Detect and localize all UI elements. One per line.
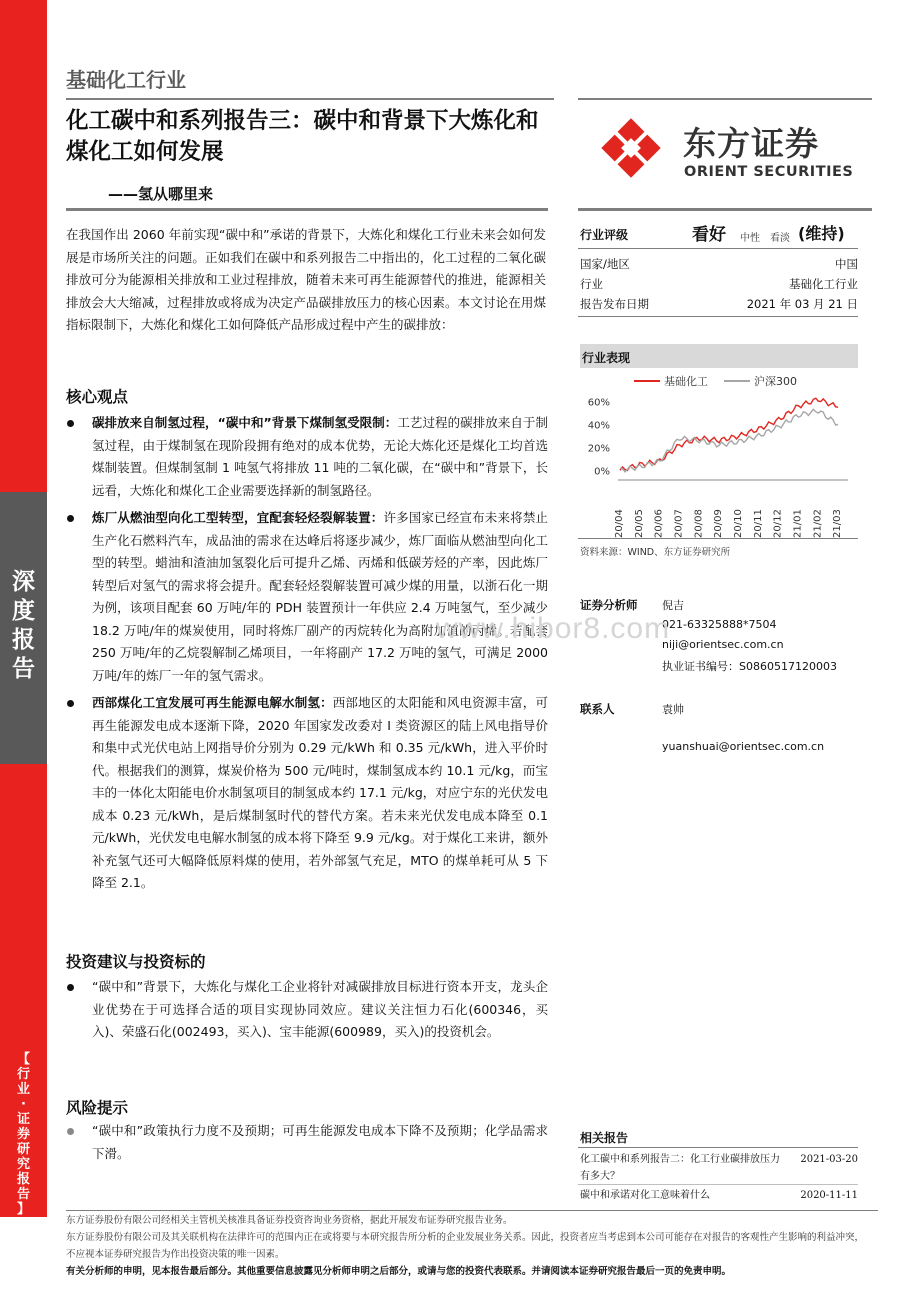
chart-rule (578, 538, 858, 539)
contact-email[interactable]: yuanshuai@orientsec.com.cn (662, 740, 825, 753)
perf-heading: 行业表现 (580, 344, 858, 368)
sector-title: 基础化工行业 (66, 68, 186, 92)
rating-label: 行业评级 (580, 228, 629, 242)
title-top-rule (66, 98, 554, 100)
x-tick-label: 20/05 (633, 509, 645, 538)
core-heading: 核心观点 (66, 388, 129, 406)
core-bullet-2-text: 许多国家已经宣布未来将禁止生产化石燃料汽车，成品油的需求在达峰后将逐步减少，炼厂面临从燃油型向化工型的转型。蜡油和渣油加氢裂化后可提升乙烯、丙烯和低碳芳烃的产率，因此炼厂转型后对氢气的需求将会提升。配套轻烃裂解装置可减少煤的用量，以浙石化一期为例，该项目配套 60 万吨/年的 PDH 装置预计一年供应 2.4 万吨氢气，至少减少 18.2 万吨/年的煤炭使用，同时将炼厂副产的丙烷转化为高附加值的丙烯。若配套 250 万吨/年的乙烷裂解制乙烯项目，一年将副产 17.2 万吨的氢气，可满足 2000 万吨/年的炼厂一年的氢气需求。 (92, 510, 548, 683)
x-tick-label: 20/12 (772, 509, 784, 538)
x-tick-label: 20/11 (752, 509, 764, 538)
performance-chart (580, 370, 858, 538)
category-label: 【 行 业 · 证 券 研 究 报 告 】 (16, 1052, 30, 1217)
x-tick-label: 21/01 (792, 509, 804, 538)
risk-bullets (66, 1120, 548, 1165)
related-date: 2020-11-11 (800, 1190, 858, 1201)
risk-heading: 风险提示 (66, 1099, 129, 1117)
x-tick-label: 20/09 (713, 509, 725, 538)
series-line-0 (620, 398, 838, 470)
related-item-1[interactable] (580, 1151, 858, 1187)
footer-rule (66, 1210, 878, 1211)
invest-bullets (66, 976, 548, 1044)
bullet-dot (67, 420, 74, 427)
logo-cn-text: 东方证券 (683, 124, 819, 163)
x-tick-label: 21/03 (832, 509, 844, 538)
rating-neutral: 中性 (740, 233, 760, 244)
disclaimer-strong: 有关分析师的申明，见本报告最后部分。其他重要信息披露见分析师申明之后部分，或请与您的投资代表联系。并请阅读本证券研究报告最后一页的免责申明。 (66, 1266, 732, 1277)
logo-top-rule (578, 98, 872, 100)
orient-logo-icon (596, 113, 666, 183)
y-tick-label: 20% (587, 443, 610, 455)
rating-keep: (维持) (798, 224, 845, 243)
info-rule (578, 316, 858, 317)
related-title[interactable]: 化工碳中和系列报告二：化工行业碳排放压力有多大？ (580, 1154, 780, 1182)
invest-text: “碳中和”背景下，大炼化与煤化工企业将针对减碳排放目标进行资本开支，龙头企业优势在于可选择合适的项目实现协同效应。建议关注恒力石化(600346，买入)、荣盛石化(002493，买入)、宝丰能源(600989，买入)的投资机会。 (92, 979, 548, 1039)
invest-bullet (66, 976, 548, 1044)
core-bullet-3-lead: 西部煤化工宜发展可再生能源电解水制氢： (92, 695, 333, 710)
disclaimer-line-1: 东方证券股份有限公司经相关主管机关核准具备证券投资咨询业务资格，据此开展发布证券研究报告业务。 (66, 1215, 513, 1226)
invest-heading: 投资建议与投资标的 (66, 953, 206, 971)
deep-report-label: 深 度 报 告 (12, 569, 35, 682)
info-value: 2021 年 03 月 21 日 (746, 297, 858, 311)
bullet-dot (67, 700, 74, 707)
info-key: 国家/地区 (580, 257, 630, 271)
legend-label: 基础化工 (664, 375, 708, 388)
bullet-dot (67, 515, 74, 522)
info-value: 基础化工行业 (789, 277, 858, 291)
title-bottom-rule (66, 208, 548, 211)
x-tick-label: 20/08 (693, 509, 705, 538)
analyst-cert: 执业证书编号：S0860517120003 (662, 660, 837, 673)
rating-rule (578, 248, 858, 249)
disclaimer-line-2: 东方证券股份有限公司及其关联机构在法律许可的范围内正在或将要与本研究报告所分析的企业发展业务关系。因此，投资者应当考虑到本公司可能存在对报告的客观性产生影响的利益冲突，不应视本证券研究报告为作出投资决策的唯一因素。 (66, 1232, 865, 1260)
core-bullet-2-lead: 炼厂从燃油型向化工型转型，宜配套轻烃裂解装置： (92, 510, 384, 525)
x-tick-label: 20/10 (732, 509, 744, 538)
legend-label: 沪深300 (754, 375, 797, 388)
y-tick-label: 60% (587, 397, 610, 409)
core-bullet-3-text: 西部地区的太阳能和风电资源丰富，可再生能源发电成本逐渐下降，2020 年国家发改委对 I 类资源区的陆上风电指导价和集中式光伏电站上网指导价分别为 0.29 元/kWh 和 0.35 元/kWh，进入平价时代。根据我们的测算，煤炭价格为 500 元/吨时，煤制氢成本约 10.1 元/kg，而宝丰的一体化太阳能电价水制氢项目的制氢成本约 17.1 元/kg，对应宁东的光伏发电成本 0.23 元/kWh，是后煤制氢时代的替代方案。若未来光伏发电成本降至 0.1 元/kWh，光伏发电电解水制氢的成本将下降至 9.9 元/kg。对于煤化工来讲，额外补充氢气还可大幅降低原料煤的使用，若外部氢气充足，MTO 的煤单耗可从 5 下降至 2.1。 (92, 695, 548, 890)
watermark: www.hibor8.com (436, 612, 671, 645)
analyst-name: 倪吉 (662, 599, 684, 612)
core-bullet-1-text: 工艺过程的碳排放来自于制氢过程，由于煤制氢在现阶段拥有绝对的成本优势，无论大炼化还是煤化工均首选煤制装置。但煤制氢制 1 吨氢气将排放 11 吨的二氧化碳，在“碳中和”背景下，长远看，大炼化和煤化工企业需要选择新的制氢路径。 (92, 415, 548, 498)
intro-paragraph: 在我国作出 2060 年前实现“碳中和”承诺的背景下，大炼化和煤化工行业未来会如何发展是市场所关注的问题。正如我们在碳中和系列报告二中指出的，化工过程的二氧化碳排放可分为能源相关排放和工业过程排放，随着未来可再生能源替代的推进，能源相关排放会大大缩减，过程排放或将成为决定产品碳排放压力的核心因素。本文讨论在用煤指标限制下，大炼化和煤化工如何降低产品形成过程中产生的碳排放： (66, 227, 546, 332)
info-key: 报告发布日期 (580, 297, 649, 311)
rating-main: 看好 (692, 225, 726, 245)
risk-text: “碳中和”政策执行力度不及预期；可再生能源发电成本下降不及预期；化学品需求下滑。 (92, 1123, 548, 1161)
report-subtitle: ——氢从哪里来 (108, 185, 214, 203)
bullet-dot (67, 984, 74, 991)
core-bullet-1 (66, 412, 548, 502)
logo-bottom-rule (578, 208, 872, 211)
analyst-label: 证券分析师 (580, 598, 638, 612)
x-tick-label: 20/06 (653, 509, 665, 538)
core-bullets (66, 412, 548, 895)
related-divider (578, 1184, 858, 1185)
y-tick-label: 40% (587, 420, 610, 432)
analyst-phone: 021-63325888*7504 (662, 618, 777, 631)
rating-negative: 看淡 (770, 233, 790, 244)
related-rule (578, 1147, 858, 1148)
y-tick-label: 0% (594, 466, 610, 478)
rating-row (580, 218, 858, 246)
analyst-email[interactable]: niji@orientsec.com.cn (662, 638, 784, 651)
info-value: 中国 (835, 257, 858, 271)
related-date: 2021-03-20 (800, 1154, 858, 1165)
report-title: 化工碳中和系列报告三：碳中和背景下大炼化和煤化工如何发展 (66, 108, 539, 165)
contact-label: 联系人 (580, 702, 615, 716)
core-bullet-1-lead: 碳排放来自制氢过程，“碳中和”背景下煤制氢受限制： (92, 415, 398, 430)
related-title[interactable]: 碳中和承诺对化工意味着什么 (580, 1190, 710, 1201)
core-bullet-3 (66, 692, 548, 895)
related-heading: 相关报告 (580, 1131, 629, 1145)
chart-source: 资料来源：WIND、东方证券研究所 (580, 547, 731, 558)
info-key: 行业 (580, 277, 603, 291)
x-tick-label: 21/02 (812, 509, 824, 538)
bullet-dot (67, 1128, 74, 1135)
core-bullet-2 (66, 507, 548, 687)
contact-name: 袁帅 (662, 703, 684, 716)
x-tick-label: 20/07 (673, 509, 685, 538)
x-tick-label: 20/04 (614, 509, 625, 538)
logo-en-text: ORIENT SECURITIES (684, 164, 854, 180)
risk-bullet (66, 1120, 548, 1165)
